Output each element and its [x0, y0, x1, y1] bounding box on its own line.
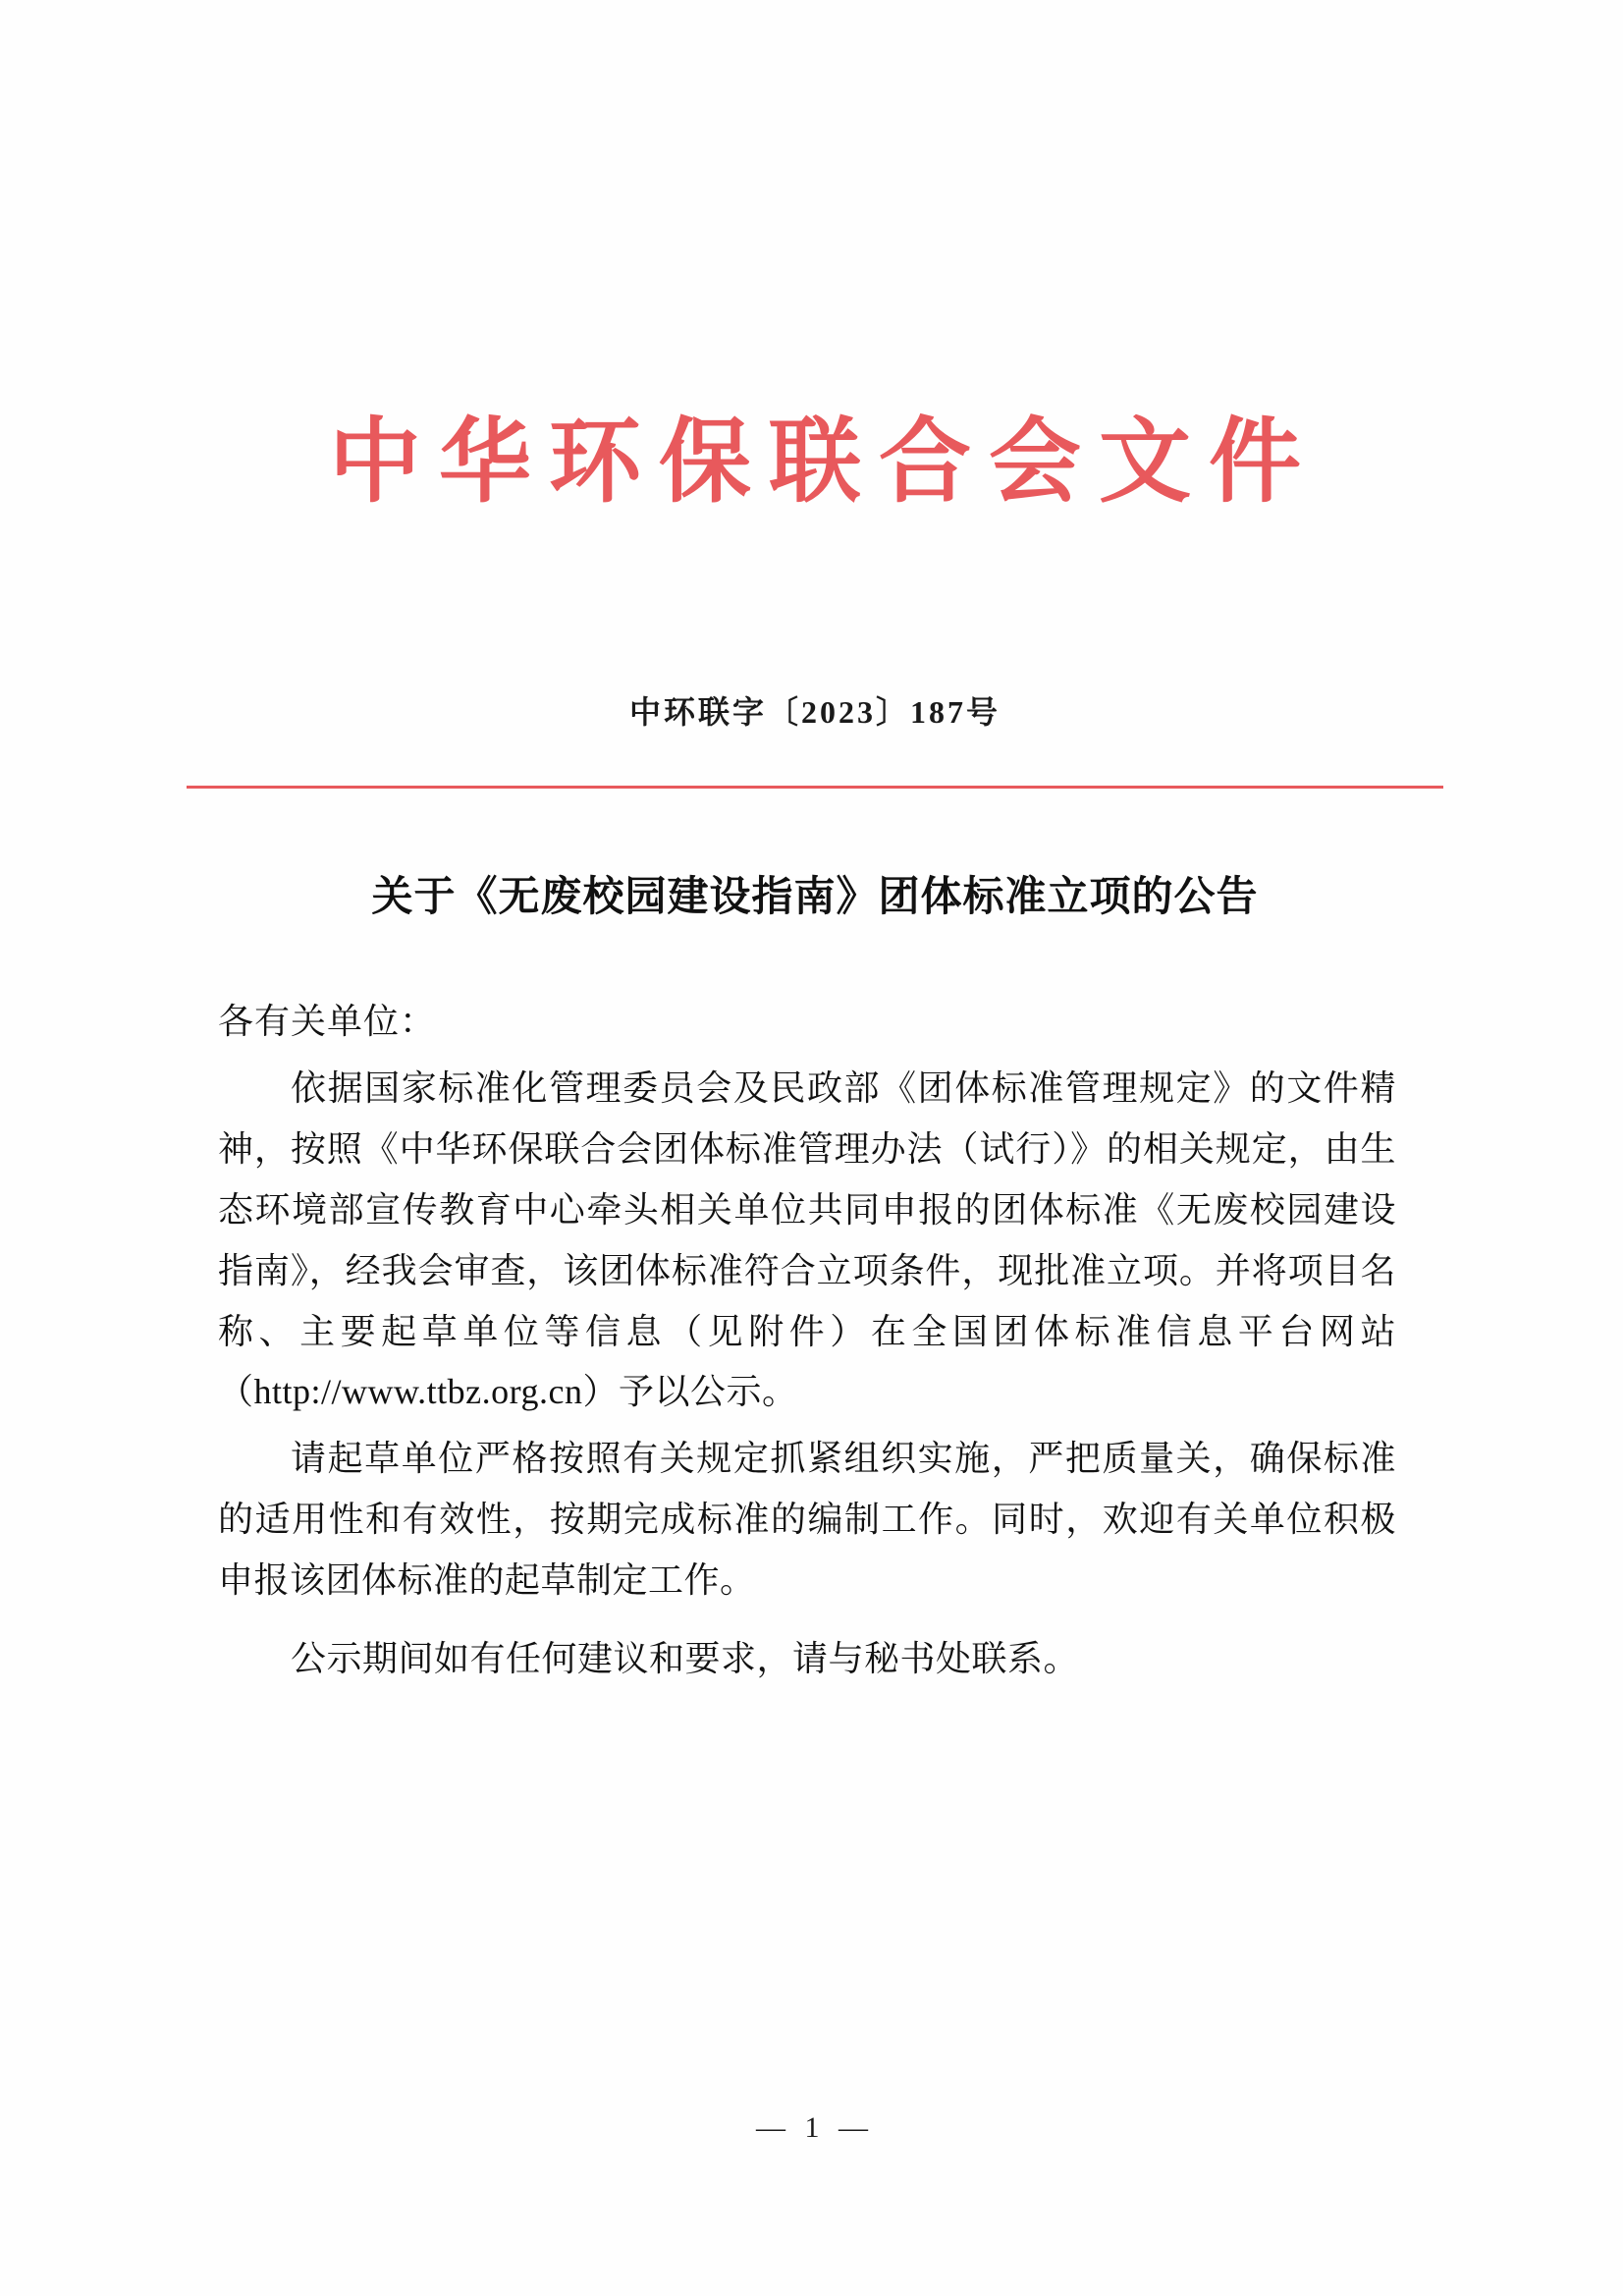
body-paragraph-1: 依据国家标准化管理委员会及民政部《团体标准管理规定》的文件精神，按照《中华环保联合会团体标准管理办法（试行）》的相关规定，由生态环境部宣传教育中心牵头相关单位共同申报的团体标准《无废校园建设指南》，经我会审查，该团体标准符合立项条件，现批准立项。并将项目名称、主要起草单位等信息（见附件）在全国团体标准信息平台网站（http://www.ttbz.org.cn）予以公示。 — [218, 1067, 1396, 1412]
organization-masthead: 中华环保联合会文件 — [328, 411, 1319, 514]
document-number: 中环联字〔2023〕187号 — [628, 694, 1001, 730]
red-divider-rule — [187, 786, 1443, 789]
body-paragraph-2: 请起草单位严格按照有关规定抓紧组织实施，严把质量关，确保标准的适用性和有效性，按期完成标准的编制工作。同时，欢迎有关单位积极申报该团体标准的起草制定工作。 — [218, 1439, 1396, 1601]
document-body — [218, 992, 1396, 1696]
page-title: 关于《无废校园建设指南》团体标准立项的公告 — [371, 875, 1259, 920]
body-paragraph-3: 公示期间如有任何建议和要求，请与秘书处联系。 — [291, 1639, 1080, 1679]
document-content-area — [187, 0, 1443, 2296]
salutation: 各有关单位： — [218, 1002, 437, 1041]
page-number: — 1 — — [756, 2111, 874, 2144]
